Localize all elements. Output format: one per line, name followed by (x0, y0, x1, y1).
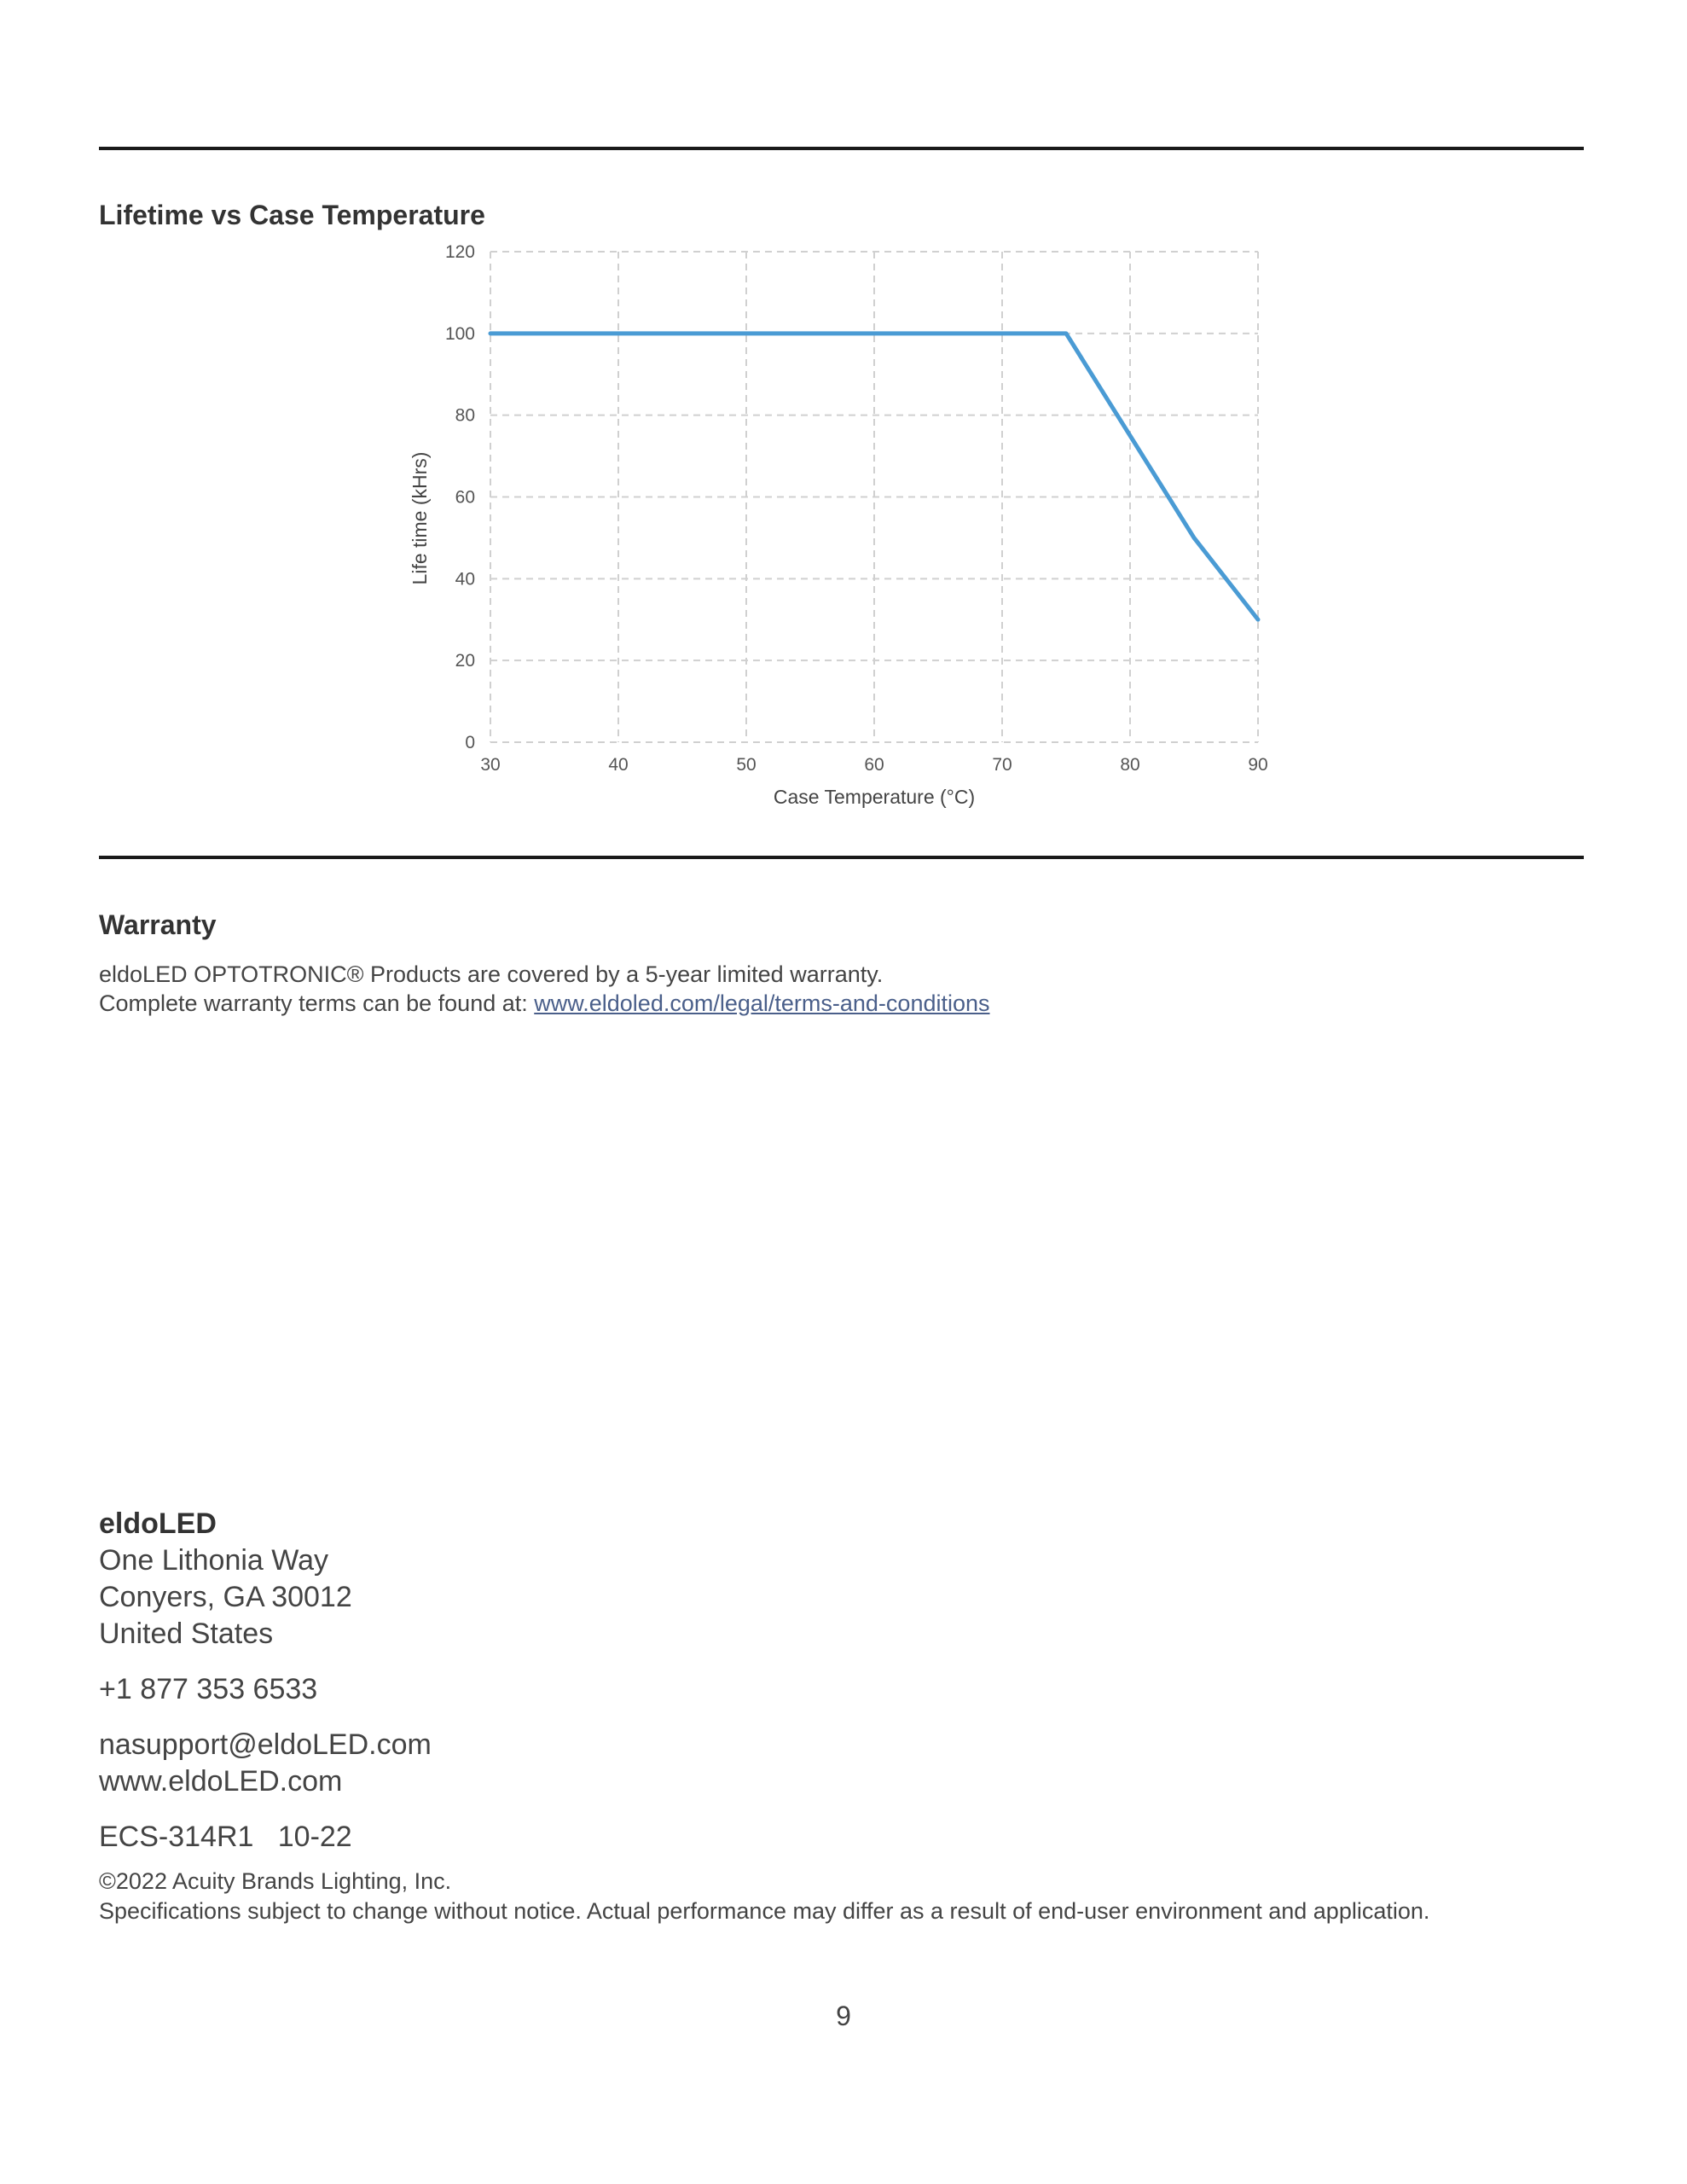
x-tick-label: 80 (1120, 755, 1140, 775)
legal-notice (99, 1867, 1429, 1926)
document-code: ECS-314R1 10-22 (99, 1821, 352, 1853)
address-line-2: Conyers, GA 30012 (99, 1581, 352, 1613)
address-line-3: United States (99, 1618, 274, 1650)
x-tick-label: 50 (736, 755, 757, 775)
warranty-terms-link[interactable]: www.eldoled.com/legal/terms-and-conditions (534, 990, 990, 1016)
y-tick-label: 100 (444, 323, 475, 344)
company-name: eldoLED (99, 1507, 217, 1540)
middle-divider (99, 856, 1584, 859)
warranty-line-1: eldoLED OPTOTRONIC® Products are covered by a 5-year limited warranty. (99, 961, 884, 987)
chart-grid (490, 252, 1258, 742)
warranty-text (99, 960, 990, 1018)
warranty-title: Warranty (99, 909, 217, 940)
lifetime-chart-svg (367, 230, 1305, 828)
chart-section-title: Lifetime vs Case Temperature (99, 200, 485, 230)
contact-block (99, 1506, 432, 1856)
phone-number: +1 877 353 6533 (99, 1673, 318, 1705)
page-number: 9 (836, 2001, 851, 2031)
y-tick-label: 80 (455, 405, 475, 426)
x-tick-label: 70 (992, 755, 1012, 775)
warranty-line-2 (99, 989, 990, 1018)
x-tick-label: 90 (1248, 755, 1268, 775)
lifetime-chart (367, 230, 1305, 828)
x-axis-title: Case Temperature (°C) (773, 786, 976, 808)
x-tick-label: 60 (864, 755, 884, 775)
address-line-1: One Lithonia Way (99, 1544, 328, 1577)
top-divider (99, 147, 1584, 150)
disclaimer-text: Specifications subject to change without notice. Actual performance may differ as a result of end-user environment and application. (99, 1898, 1430, 1924)
y-tick-label: 60 (455, 487, 475, 508)
x-tick-label: 30 (480, 755, 501, 775)
website-link[interactable]: www.eldoLED.com (99, 1765, 343, 1798)
copyright-text: ©2022 Acuity Brands Lighting, Inc. (99, 1868, 452, 1894)
chart-ticks (445, 242, 1268, 775)
warranty-link-prefix: Complete warranty terms can be found at: (99, 990, 535, 1016)
y-tick-label: 0 (465, 733, 475, 752)
y-tick-label: 20 (455, 651, 475, 671)
y-axis-title: Life time (kHrs) (409, 451, 431, 585)
support-email[interactable]: nasupport@eldoLED.com (99, 1728, 432, 1761)
x-tick-label: 40 (608, 755, 629, 775)
y-tick-label: 120 (444, 242, 475, 262)
y-tick-label: 40 (455, 569, 475, 590)
